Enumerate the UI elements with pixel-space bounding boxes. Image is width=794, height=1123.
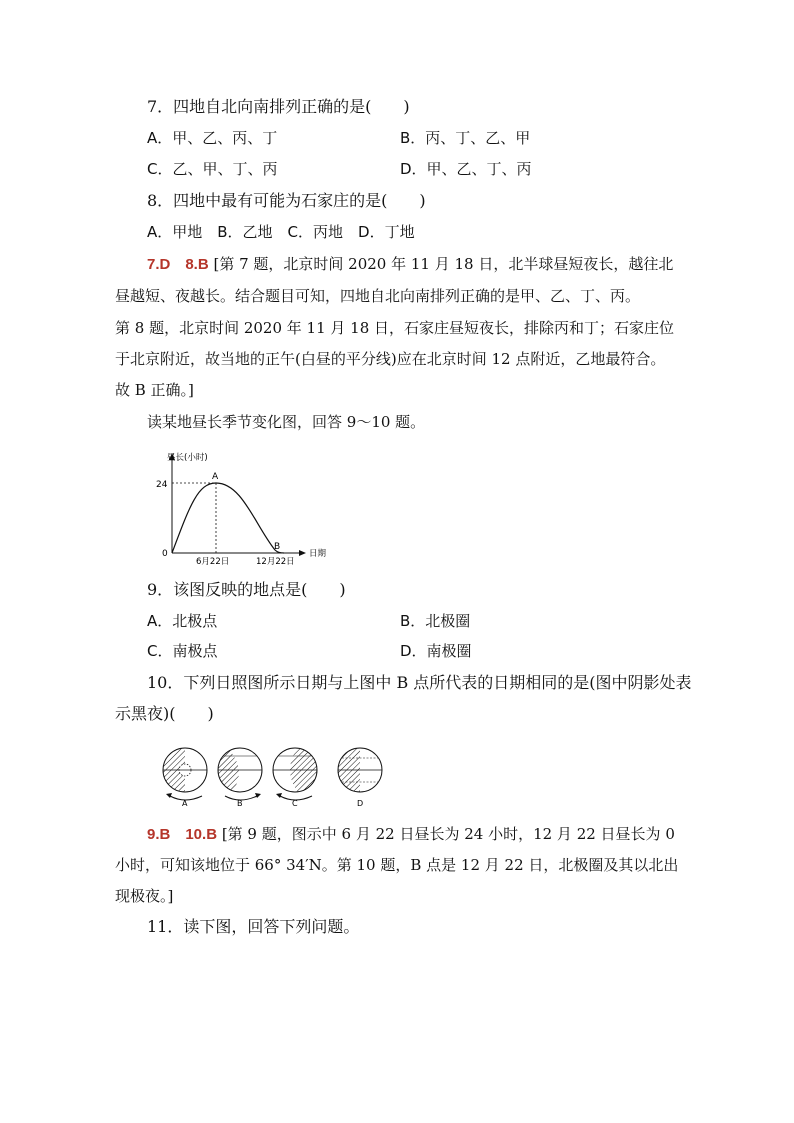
q10-stem-line-2: 示黑夜)( ) [115,704,214,723]
day-length-curve [172,483,284,553]
x-tick-dec22: 12月22日 [256,557,295,565]
answer-7-8-line-3: 第 8 题，北京时间 2020 年 11 月 18 日，石家庄昼短夜长，排除丙和丁；石家庄位 [115,319,675,337]
answer-9-10-line-2: 小时，可知该地位于 66° 34′N。第 10 题，B 点是 12 月 22 日，北极圈及其以北出 [115,856,679,874]
q9-option-b: B．北极圈 [400,612,471,630]
day-length-chart [150,445,340,565]
x-tick-jun22: 6月22日 [196,557,230,565]
diagram-label-c: C [292,799,298,808]
q9-option-d: D．南极圈 [400,642,472,660]
answer-9-10-line-1 [147,824,697,845]
intro-9-10: 读某地昼长季节变化图，回答 9～10 题。 [147,413,426,431]
point-a-label: A [212,472,219,482]
answer-key: 7.D 8.B [147,256,209,273]
q9-option-a: A．北极点 [147,612,218,630]
q7-option-c: C．乙、甲、丁、丙 [147,160,278,178]
q7-option-b: B．丙、丁、乙、甲 [400,129,531,147]
diagram-label-d: D [357,799,364,808]
q8-options: A．甲地 B．乙地 C．丙地 D．丁地 [147,223,415,241]
q8-stem: 8．四地中最有可能为石家庄的是( ) [147,191,426,210]
sunlight-diagram-b [210,745,262,808]
answer-key: 9.B 10.B [147,826,218,843]
answer-9-10-line-3: 现极夜。] [115,887,174,905]
diagram-label-a: A [182,799,188,808]
answer-text: [第 9 题，图示中 6 月 22 日昼长为 24 小时，12 月 22 日昼长为 0 [221,825,675,843]
q7-stem: 7．四地自北向南排列正确的是( ) [147,97,410,116]
point-b-label: B [274,542,281,552]
q9-option-c: C．南极点 [147,642,218,660]
answer-7-8-line-4: 于北京附近，故当地的正午(白昼的平分线)应在北京时间 12 点附近，乙地最符合。 [115,350,666,368]
answer-7-8-line-2: 昼越短、夜越长。结合题目可知，四地自北向南排列正确的是甲、乙、丁、丙。 [115,287,641,305]
y-axis-label: 昼长(小时) [167,453,208,463]
x-axis-label: 日期 [309,549,327,559]
answer-7-8-line-1 [147,254,697,275]
diagram-label-b: B [237,799,243,808]
q7-option-d: D．甲、乙、丁、丙 [400,160,532,178]
answer-text: [第 7 题，北京时间 2020 年 11 月 18 日，北半球昼短夜长，越往北 [213,255,674,273]
q10-stem-line-1: 10．下列日照图所示日期与上图中 B 点所代表的日期相同的是(图中阴影处表 [147,673,692,692]
answer-7-8-line-5: 故 B 正确。] [115,381,194,399]
q9-stem: 9．该图反映的地点是( ) [147,580,346,599]
y-tick-24: 24 [156,480,168,490]
q11-stem: 11．读下图，回答下列问题。 [147,917,360,936]
sunlight-diagram-a [160,745,207,808]
y-tick-0: 0 [162,549,168,559]
sunlight-diagrams [150,740,390,810]
sunlight-diagram-d [335,745,382,808]
q7-option-a: A．甲、乙、丙、丁 [147,129,278,147]
sunlight-diagram-c [273,745,320,808]
